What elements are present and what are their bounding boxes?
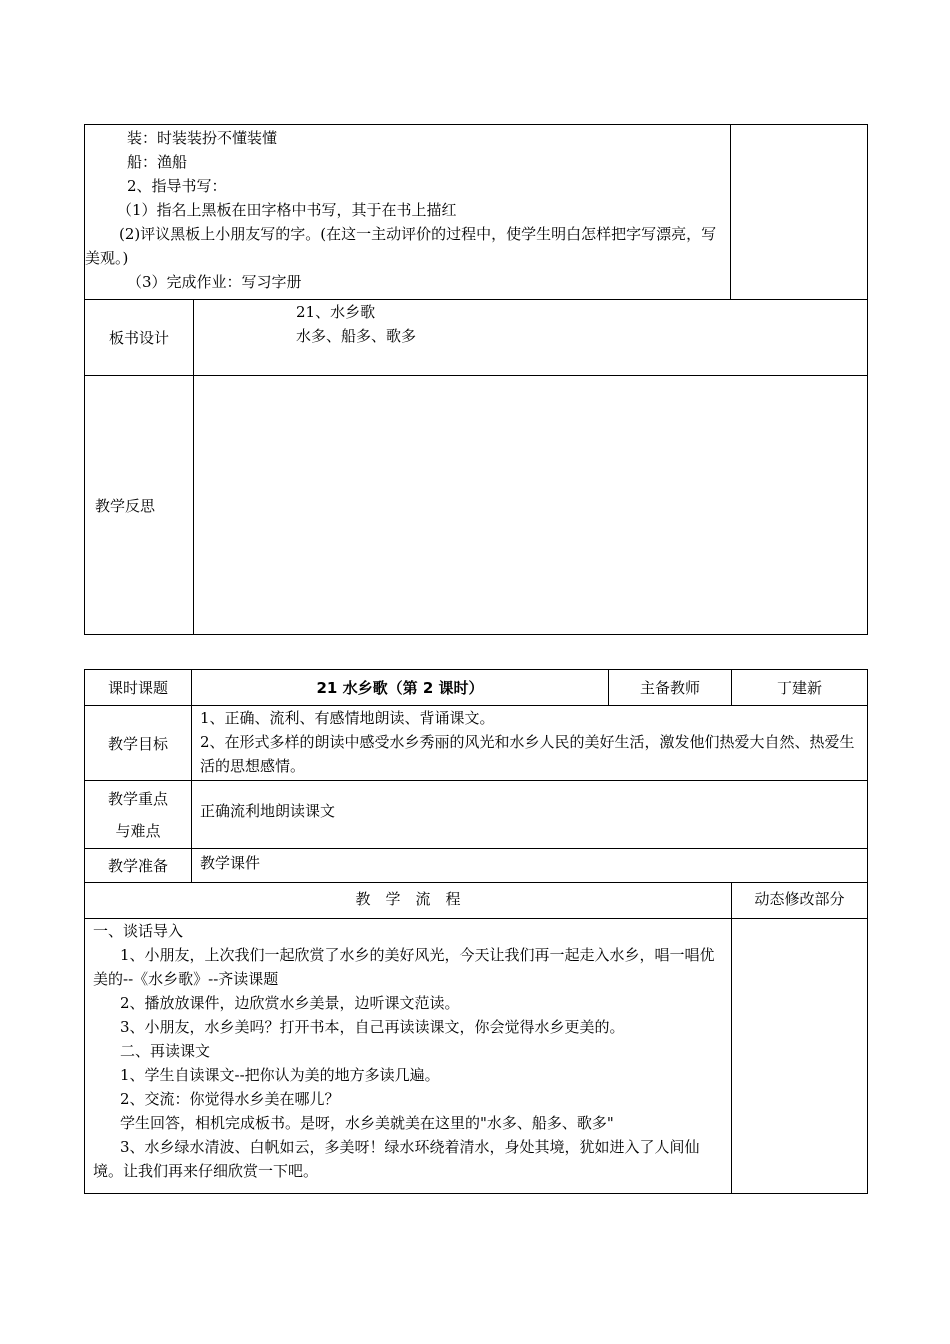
- reflection-content: [194, 376, 868, 635]
- key-content: 正确流利地朗读课文: [192, 781, 868, 849]
- goal-line: 1、正确、流利、有感情地朗读、背诵课文。: [200, 709, 495, 727]
- flow-line: 2、交流：你觉得水乡美在哪儿？: [120, 1090, 340, 1108]
- goal-content: [192, 706, 868, 781]
- teacher-name: 丁建新: [732, 670, 868, 706]
- flow-content: [85, 919, 732, 1194]
- flow-line: 3、小朋友，水乡美吗？打开书本，自己再读读课文，你会觉得水乡更美的。: [120, 1018, 625, 1036]
- content-line: 船：渔船: [127, 153, 188, 171]
- key-label: 教学重点 与难点: [85, 781, 192, 849]
- reflection-label: 教学反思: [85, 376, 194, 635]
- lesson-title-sub: （第 2 课时）: [387, 679, 484, 697]
- goal-line: 2、在形式多样的朗读中感受水乡秀丽的风光和水乡人民的美好生活，激发他们热爱大自然、热爱生活的思想感情。: [200, 733, 855, 775]
- lesson-table-continued: [84, 124, 868, 635]
- dynamic-edit-cell: [731, 125, 868, 300]
- flow-line: 3、水乡绿水清波、白帆如云，多美呀！绿水环绕着清水，身处其境，犹如进入了人间仙境。让我们再来仔细欣赏一下吧。: [93, 1138, 700, 1180]
- board-design-content: [194, 300, 868, 376]
- dynamic-edit-content: [732, 919, 868, 1194]
- content-line: 装：时装装扮不懂装懂: [127, 129, 278, 147]
- lesson-title-main: 21 水乡歌: [316, 679, 388, 697]
- prep-content: 教学课件: [192, 849, 868, 883]
- flow-header: 教 学 流 程: [85, 883, 732, 919]
- board-design-label: 板书设计: [85, 300, 194, 376]
- topic-label: 课时课题: [85, 670, 192, 706]
- goal-label: 教学目标: [85, 706, 192, 781]
- process-content-cell: [85, 125, 731, 300]
- flow-line: 一、谈话导入: [93, 922, 184, 940]
- flow-line: 2、播放放课件，边欣赏水乡美景，边听课文范读。: [120, 994, 460, 1012]
- dynamic-edit-header: 动态修改部分: [732, 883, 868, 919]
- lesson-plan-table: [84, 669, 868, 1194]
- content-line: (2)评议黑板上小朋友写的字。(在这一主动评价的过程中，使学生明白怎样把字写漂亮，写美观。): [85, 225, 717, 267]
- flow-line: 1、小朋友，上次我们一起欣赏了水乡的美好风光，今天让我们再一起走入水乡，唱一唱优美的--《水乡歌》--齐读课题: [93, 946, 715, 988]
- content-line: （1）指名上黑板在田字格中书写，其于在书上描红: [117, 201, 457, 219]
- board-line: 21、水乡歌: [296, 303, 376, 321]
- flow-line: 二、再读课文: [120, 1042, 211, 1060]
- flow-line: 1、学生自读课文--把你认为美的地方多读几遍。: [120, 1066, 440, 1084]
- flow-line: 学生回答，相机完成板书。是呀，水乡美就美在这里的"水多、船多、歌多": [120, 1114, 614, 1132]
- content-line: （3）完成作业：写习字册: [127, 273, 302, 291]
- teacher-label: 主备教师: [609, 670, 732, 706]
- board-line: 水多、船多、歌多: [296, 327, 417, 345]
- content-line: 2、指导书写：: [127, 177, 227, 195]
- prep-label: 教学准备: [85, 849, 192, 883]
- lesson-title: [192, 670, 609, 706]
